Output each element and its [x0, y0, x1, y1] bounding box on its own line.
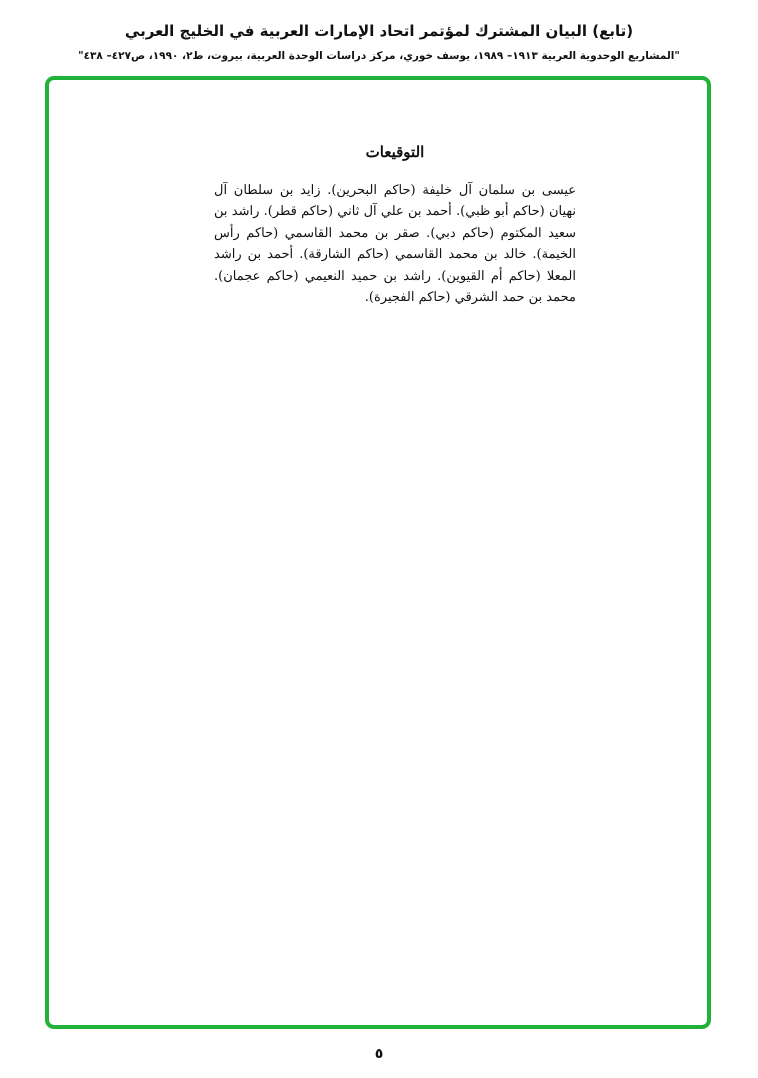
source-citation: "المشاريع الوحدوية العربية ١٩١٣– ١٩٨٩، يوسف خوري، مركز دراسات الوحدة العربية، بيروت، ط٢، ١٩٩٠، ص٤٢٧– ٤٣٨" [78, 50, 680, 62]
signatures-paragraph: عيسى بن سلمان آل خليفة (حاكم البحرين). زايد بن سلطان آل نهيان (حاكم أبو ظبي). أحمد بن علي آل ثاني (حاكم قطر). راشد بن سعيد المكتوم (حاكم دبي). صقر بن محمد القاسمي (حاكم رأس الخيمة). خالد بن محمد القاسمي (حاكم الشارقة). أحمد بن راشد المعلا (حاكم أم القيوين). راشد بن حميد النعيمي (حاكم عجمان). محمد بن حمد الشرقي (حاكم الفجيرة). [214, 183, 576, 306]
page-number: ٥ [374, 1046, 384, 1062]
signatures-heading: التوقيعات [365, 143, 425, 161]
document-title: (تابع) البيان المشترك لمؤتمر اتحاد الإمارات العربية في الخليج العربي [124, 22, 634, 40]
